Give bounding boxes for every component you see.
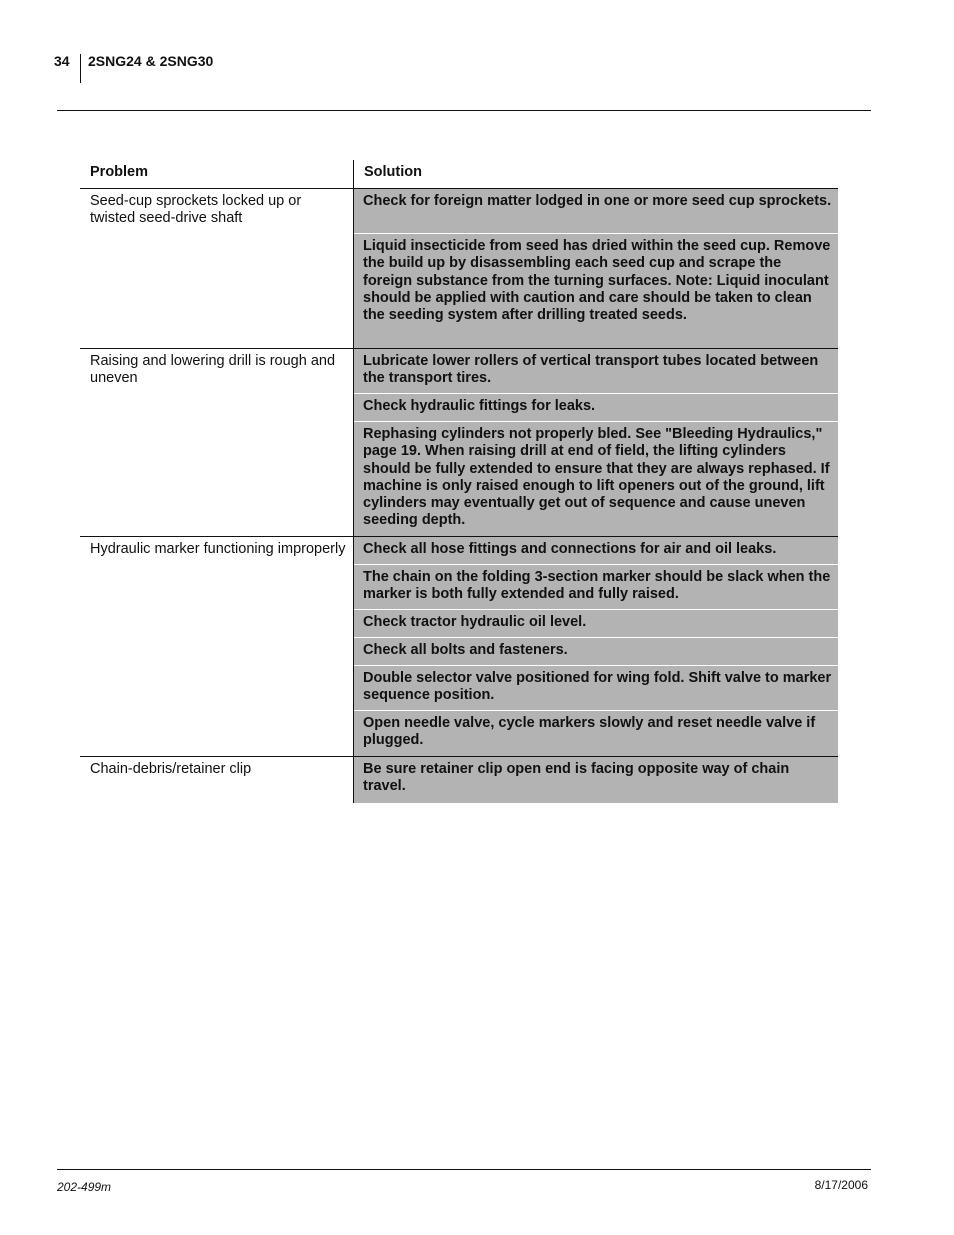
footer-rule	[57, 1169, 871, 1170]
document-number: 202-499m	[57, 1180, 112, 1194]
problem-cell: Seed-cup sprockets locked up or twisted seed-drive shaft	[90, 193, 302, 227]
solution-cell: Check tractor hydraulic oil level.	[354, 610, 838, 638]
problem-cell: Hydraulic marker functioning improperly	[90, 541, 346, 557]
table-row	[80, 756, 838, 803]
table-row	[80, 188, 838, 348]
solution-cell: Lubricate lower rollers of vertical transport tubes located between the transport tires.	[354, 349, 838, 394]
table-header	[80, 160, 838, 188]
header-rule	[57, 110, 871, 111]
problem-cell: Raising and lowering drill is rough and uneven	[90, 353, 336, 387]
problem-cell: Chain-debris/retainer clip	[90, 761, 252, 777]
solution-cell: Check for foreign matter lodged in one or more seed cup sprockets.	[354, 189, 838, 234]
column-header-problem: Problem	[90, 164, 149, 180]
solution-cell: Check all hose fittings and connections for air and oil leaks.	[354, 537, 838, 565]
solution-cell: Check hydraulic fittings for leaks.	[354, 394, 838, 422]
table-row	[80, 536, 838, 756]
solution-list	[353, 757, 838, 803]
solution-cell: Check all bolts and fasteners.	[354, 638, 838, 666]
table-row	[80, 348, 838, 536]
column-header-solution: Solution	[353, 160, 838, 188]
solution-list	[353, 189, 838, 348]
document-title: 2SNG24 & 2SNG30	[88, 53, 214, 69]
troubleshooting-table	[80, 160, 838, 803]
solution-list	[353, 537, 838, 756]
solution-cell: Double selector valve positioned for wing fold. Shift valve to marker sequence position.	[354, 666, 838, 711]
solution-cell: The chain on the folding 3-section marker should be slack when the marker is both fully extended and fully raised.	[354, 565, 838, 610]
document-date: 8/17/2006	[814, 1178, 868, 1192]
solution-cell: Be sure retainer clip open end is facing opposite way of chain travel.	[354, 757, 838, 803]
solution-cell: Open needle valve, cycle markers slowly and reset needle valve if plugged.	[354, 711, 838, 756]
solution-cell: Rephasing cylinders not properly bled. See "Bleeding Hydraulics," page 19. When raising drill at end of field, the lifting cylinders should be fully extended to ensure that they are always rephased. If machine is only raised enough to lift openers out of the ground, lift cylinders may eventually get out of sequence and cause uneven seeding depth.	[354, 422, 838, 536]
solution-list	[353, 349, 838, 536]
header-divider	[80, 54, 81, 83]
solution-cell: Liquid insecticide from seed has dried within the seed cup. Remove the build up by disassembling each seed cup and scrape the foreign substance from the turning surfaces. Note: Liquid inoculant should be applied with caution and care should be taken to clean the seeding system after drilling treated seeds.	[354, 234, 838, 348]
page-number: 34	[54, 53, 70, 69]
